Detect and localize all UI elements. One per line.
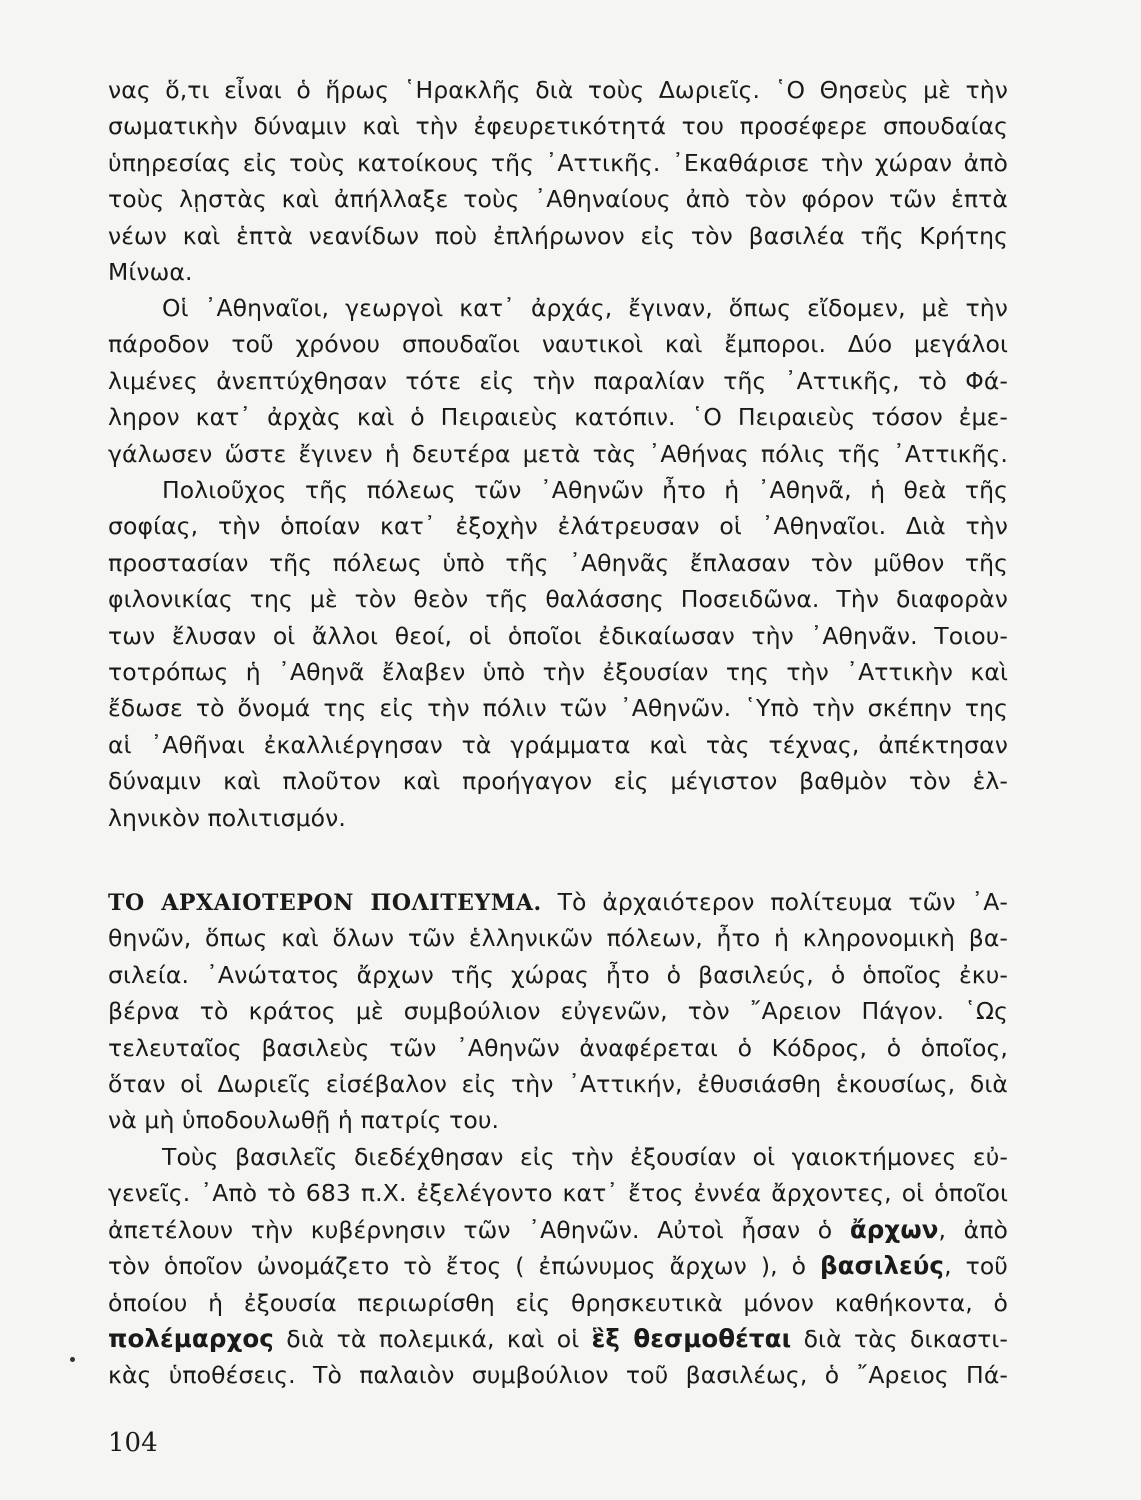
text-line: κὰς ὑποθέσεις. Τὸ παλαιὸν συμβούλιον τοῦ βασιλέως, ὁ ῎Αρειος Πά-	[108, 1361, 1008, 1390]
text-line: των ἔλυσαν οἱ ἄλλοι θεοί, οἱ ὁποῖοι ἐδικαίωσαν τὴν ᾿Αθηνᾶν. Τοιου-	[108, 621, 1008, 650]
text-line: ἔδωσε τὸ ὄνομά της εἰς τὴν πόλιν τῶν ᾿Αθηνῶν. ῾Υπὸ τὴν σκέπην της	[108, 694, 1008, 723]
paragraph-archons	[108, 1139, 1008, 1394]
term-polemarchos: πολέμαρχος	[108, 1323, 274, 1353]
heading-line-text: Τὸ ἀρχαιότερον πολίτευμα τῶν ᾿Α-	[557, 888, 1008, 916]
term-archon: ἄρχων	[849, 1214, 939, 1244]
text-line	[108, 1212, 1008, 1248]
text-line: Οἱ ᾿Αθηναῖοι, γεωργοὶ κατ᾿ ἀρχάς, ἔγιναν, ὅπως εἴδομεν, μὲ τὴν	[162, 294, 1008, 322]
text-line: λιμένες ἀνεπτύχθησαν τότε εἰς τὴν παραλίαν τῆς ᾿Αττικῆς, τὸ Φά-	[108, 366, 1008, 395]
text-line: φιλονικίας της μὲ τὸν θεὸν τῆς θαλάσσης Ποσειδῶνα. Τὴν διαφορὰν	[108, 585, 1008, 614]
text-line	[108, 884, 1008, 920]
text-line: τοὺς λῃστὰς καὶ ἀπήλλαξε τοὺς ᾿Αθηναίους ἀπὸ τὸν φόρον τῶν ἑπτὰ	[108, 185, 1008, 214]
paragraph-ports	[108, 290, 1008, 472]
text-line: Πολιοῦχος τῆς πόλεως τῶν ᾿Αθηνῶν ἦτο ἡ ᾿Αθηνᾶ, ἡ θεὰ τῆς	[162, 476, 1008, 504]
text-line: αἱ ᾿Αθῆναι ἐκαλλιέργησαν τὰ γράμματα καὶ τὰς τέχνας, ἀπέκτησαν	[108, 730, 1008, 759]
paragraph-theseus	[108, 72, 1008, 290]
section-heading: ΤΟ ΑΡΧΑΙΟΤΕΡΟΝ ΠΟΛΙΤΕΥΜΑ.	[108, 890, 542, 916]
text-line: ὁποίου ἡ ἐξουσία περιωρίσθη εἰς θρησκευτικὰ μόνον καθήκοντα, ὁ	[108, 1288, 1008, 1317]
text-line: σοφίας, τὴν ὁποίαν κατ᾿ ἐξοχὴν ἐλάτρευσαν οἱ ᾿Αθηναῖοι. Διὰ τὴν	[108, 512, 1008, 541]
text-line: ληνικὸν πολιτισμόν.	[108, 803, 346, 832]
text-line: βέρνα τὸ κράτος μὲ συμβούλιον εὐγενῶν, τὸν ῎Αρειον Πάγον. ῾Ως	[108, 997, 1008, 1026]
text-line	[108, 1321, 1008, 1357]
text-line: νέων καὶ ἑπτὰ νεανίδων ποὺ ἐπλήρωνον εἰς τὸν βασιλέα τῆς Κρήτης	[108, 221, 1008, 250]
text-line	[108, 1248, 1008, 1284]
text-fragment: διὰ τὰ πολεμικά, καὶ οἱ	[273, 1324, 592, 1353]
margin-dot	[70, 1357, 75, 1362]
text-line: τελευταῖος βασιλεὺς τῶν ᾿Αθηνῶν ἀναφέρεται ὁ Κόδρος, ὁ ὁποῖος,	[108, 1033, 1008, 1062]
text-line: Τοὺς βασιλεῖς διεδέχθησαν εἰς τὴν ἐξουσίαν οἱ γαιοκτήμονες εὐ-	[162, 1143, 1008, 1171]
text-line: νας ὅ,τι εἶναι ὁ ἥρως ῾Ηρακλῆς διὰ τοὺς Δωριεῖς. ῾Ο Θησεὺς μὲ τὴν	[108, 76, 1008, 104]
text-fragment: , ἀπὸ	[938, 1215, 1008, 1244]
text-line: προστασίαν τῆς πόλεως ὑπὸ τῆς ᾿Αθηνᾶς ἔπλασαν τὸν μῦθον τῆς	[108, 548, 1008, 577]
text-line: πάροδον τοῦ χρόνου σπουδαῖοι ναυτικοὶ καὶ ἔμποροι. Δύο μεγάλοι	[108, 330, 1008, 359]
term-thesmothetai: ἓξ θεσμοθέται	[591, 1323, 792, 1353]
text-fragment: διὰ τὰς δικαστι-	[791, 1324, 1008, 1353]
text-fragment: ἀπετέλουν τὴν κυβέρνησιν τῶν ᾿Αθηνῶν. Αὐτοὶ ἦσαν ὁ	[108, 1215, 850, 1244]
section-oldest-constitution	[108, 884, 1008, 1139]
text-line: ὅταν οἱ Δωριεῖς εἰσέβαλον εἰς τὴν ᾿Αττικήν, ἐθυσιάσθη ἑκουσίως, διὰ	[108, 1069, 1008, 1098]
page-number: 104	[108, 1428, 158, 1458]
term-basileus: βασιλεύς	[820, 1251, 945, 1281]
text-line: θηνῶν, ὅπως καὶ ὅλων τῶν ἑλληνικῶν πόλεων, ἦτο ἡ κληρονομικὴ βα-	[108, 924, 1008, 953]
text-line: νὰ μὴ ὑποδουλωθῇ ἡ πατρίς του.	[108, 1106, 500, 1135]
text-line: δύναμιν καὶ πλοῦτον καὶ προήγαγον εἰς μέγιστον βαθμὸν τὸν ἑλ-	[108, 767, 1008, 796]
text-fragment: , τοῦ	[944, 1252, 1008, 1281]
text-line: ὑπηρεσίας εἰς τοὺς κατοίκους τῆς ᾿Αττικῆς. ᾿Εκαθάρισε τὴν χώραν ἀπὸ	[108, 148, 1008, 177]
text-line: γενεῖς. ᾿Απὸ τὸ 683 π.Χ. ἐξελέγοντο κατ᾿ ἔτος ἐννέα ἄρχοντες, οἱ ὁποῖοι	[108, 1179, 1008, 1208]
text-fragment: τὸν ὁποῖον ὠνομάζετο τὸ ἔτος ( ἐπώνυμος ἄρχων ), ὁ	[108, 1252, 821, 1281]
paragraph-athena	[108, 472, 1008, 836]
text-line: ληρον κατ᾿ ἀρχὰς καὶ ὁ Πειραιεὺς κατόπιν. ῾Ο Πειραιεὺς τόσον ἐμε-	[108, 403, 1008, 432]
text-line: τοτρόπως ἡ ᾿Αθηνᾶ ἔλαβεν ὑπὸ τὴν ἐξουσίαν της τὴν ᾿Αττικὴν καὶ	[108, 657, 1008, 686]
text-line: Μίνωα.	[108, 257, 193, 286]
text-line: γάλωσεν ὥστε ἔγινεν ἡ δευτέρα μετὰ τὰς ᾿Αθήνας πόλις τῆς ᾿Αττικῆς.	[108, 439, 1008, 468]
text-line: σωματικὴν δύναμιν καὶ τὴν ἐφευρετικότητά του προσέφερε σπουδαίας	[108, 112, 1008, 141]
text-line: σιλεία. ᾿Ανώτατος ἄρχων τῆς χώρας ἦτο ὁ βασιλεύς, ὁ ὁποῖος ἐκυ-	[108, 960, 1008, 989]
